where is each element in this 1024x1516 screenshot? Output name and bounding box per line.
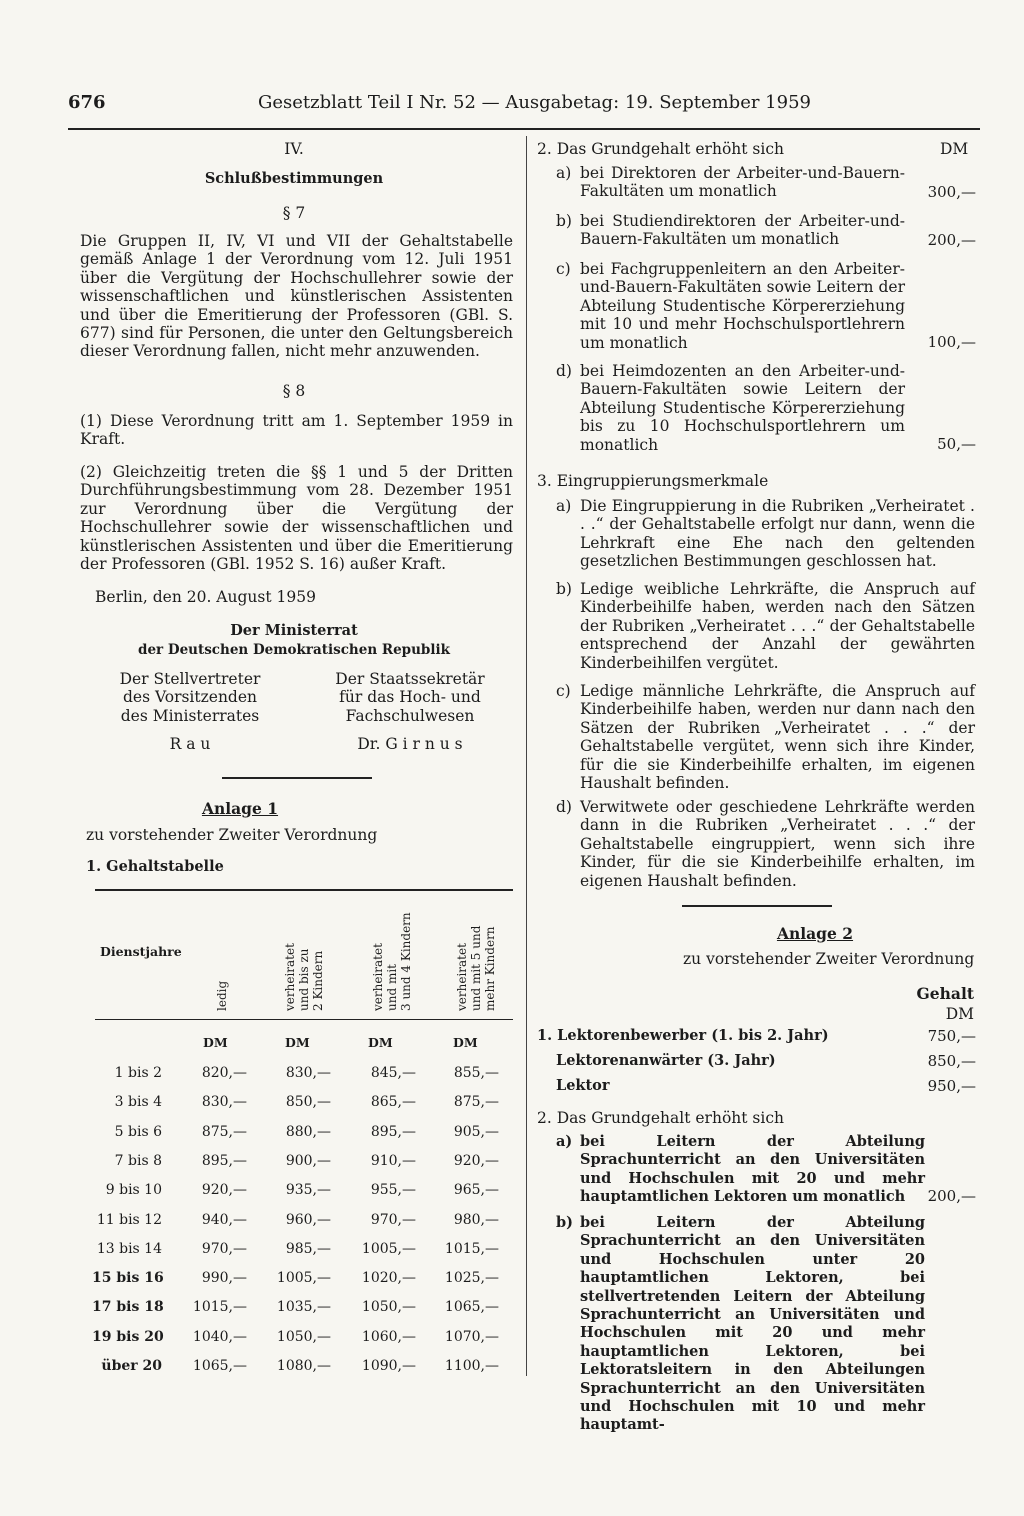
table-cell: 1015,— xyxy=(192,1299,247,1316)
s2-unit: DM xyxy=(940,140,969,158)
page-number: 676 xyxy=(68,92,106,113)
table-cell: 960,— xyxy=(285,1211,331,1228)
item-text: Die Eingruppierung in die Rubriken „Verheiratet . . .“ der Gehaltstabelle erfolgt nur dann, wenn die Lehrkraft eine Ehe nach den geltenden gesetzlichen Bestimmungen geschlossen hat. xyxy=(580,497,975,571)
col-header-line: und mit 5 und xyxy=(469,925,483,1011)
list-item xyxy=(556,1133,925,1209)
table-cell: 1005,— xyxy=(361,1240,416,1257)
table-cell: 900,— xyxy=(285,1152,331,1169)
item-amount: 50,— xyxy=(937,435,976,453)
table-cell: 830,— xyxy=(285,1065,331,1081)
list-item xyxy=(556,1214,925,1434)
para7-heading: § 7 xyxy=(282,204,306,222)
table-top-rule xyxy=(95,889,513,891)
gehalt-label: Gehalt xyxy=(916,984,974,1003)
anlage2-title: Anlage 2 xyxy=(776,924,854,943)
table-cell: 935,— xyxy=(285,1182,331,1199)
place-date: Berlin, den 20. August 1959 xyxy=(95,588,316,606)
table-cell: 985,— xyxy=(285,1240,331,1257)
item-amount: 200,— xyxy=(927,231,976,249)
item-text: bei Fachgruppenleitern an den Arbeiter-und-Bauern-Fakultäten sowie Leitern der Abteilung Studentische Körpererziehung mit 10 und mehr Hochschulsportlehrern um monatlich xyxy=(580,260,905,352)
table-row-label: 5 bis 6 xyxy=(114,1123,162,1140)
table-cell: 940,— xyxy=(201,1211,247,1228)
column-divider xyxy=(526,136,527,1376)
signatory-body-sub: der Deutschen Demokratischen Republik xyxy=(138,642,450,658)
section-roman: IV. xyxy=(284,140,304,158)
para8-heading: § 8 xyxy=(282,382,306,400)
item-label: c) xyxy=(556,260,571,278)
lektor-line: Lektorenanwärter (3. Jahr) xyxy=(556,1052,776,1069)
table-row-label: 9 bis 10 xyxy=(105,1182,162,1199)
table-cell: 850,— xyxy=(285,1094,331,1111)
table-cell: 895,— xyxy=(201,1152,247,1169)
col-header-line: verheiratet xyxy=(371,943,385,1011)
table-row-label: 11 bis 12 xyxy=(96,1211,162,1228)
lektor-amount: 950,— xyxy=(927,1077,976,1095)
col-header-line: verheiratet xyxy=(455,943,469,1011)
col-header-verh-5 xyxy=(455,926,497,1011)
item-text: bei Leitern der Abteilung Sprachunterricht an den Universitäten und Hochschulen mit 20 und mehr hauptamtlichen Lektoren um monatlich xyxy=(580,1133,925,1206)
item-label: a) xyxy=(556,1133,573,1150)
table-cell: 1035,— xyxy=(276,1299,331,1316)
separator-rule-right xyxy=(682,905,832,907)
table-cell: 910,— xyxy=(370,1152,416,1169)
item-text: Ledige männliche Lehrkräfte, die Anspruch auf Kinderbeihilfe haben, werden nur dann nach den Sätzen der Rubriken „Verheiratet . . .“ der Gehaltstabelle vergütet, wenn sich ihre Kinder, für die sie Kinderbeihilfe erhalten, im eigenen Haushalt befinden. xyxy=(580,682,975,793)
col-header-line: 2 Kindern xyxy=(311,950,325,1011)
table-cell: 830,— xyxy=(201,1094,247,1111)
table-cell: 845,— xyxy=(370,1065,416,1081)
list-item xyxy=(556,682,975,792)
para8-1-text: (1) Diese Verordnung tritt am 1. September 1959 in Kraft. xyxy=(80,412,513,449)
lektor-line: Lektor xyxy=(556,1077,610,1094)
table-cell: 990,— xyxy=(201,1270,247,1287)
sig-right-line-3: Fachschulwesen xyxy=(345,706,475,725)
item-text: bei Heimdozenten an den Arbeiter-und-Bauern-Fakultäten sowie Leitern der Abteilung Studentische Körpererziehung bis zu 10 Hochschulsportlehrern um monatlich xyxy=(580,362,905,454)
list-item xyxy=(556,362,905,454)
table-cell: 855,— xyxy=(453,1065,499,1081)
section-title: Schlußbestimmungen xyxy=(204,170,384,187)
sig-right-name: Dr. G i r n u s xyxy=(357,735,463,754)
item-label: a) xyxy=(556,497,572,515)
table-header-rule xyxy=(95,1019,513,1020)
col-header-verh-2 xyxy=(283,943,325,1011)
signature-left-block xyxy=(90,670,290,754)
table-cell: 1100,— xyxy=(444,1358,499,1374)
item-amount: 200,— xyxy=(927,1187,976,1205)
lektor-line: 1. Lektorenbewerber (1. bis 2. Jahr) xyxy=(537,1027,829,1044)
col-dienstjahre: Dienstjahre xyxy=(100,944,182,959)
table-cell: 1005,— xyxy=(276,1270,331,1287)
table-cell: 1050,— xyxy=(361,1299,416,1316)
item-text: Verwitwete oder geschiedene Lehrkräfte werden dann in die Rubriken „Verheiratet . . .“ der Gehaltstabelle eingruppiert, wenn sich ihre Kinder, für die sie Kinderbeihilfe erhalten, im eigenen Haushalt befinden. xyxy=(580,798,975,890)
table-title: 1. Gehaltstabelle xyxy=(86,858,224,875)
sig-left-line-1: Der Stellvertreter xyxy=(119,670,261,688)
col-header-line: verheiratet xyxy=(283,943,297,1011)
item-amount: 100,— xyxy=(927,333,976,351)
table-cell: 1065,— xyxy=(444,1299,499,1316)
table-cell: 1040,— xyxy=(192,1328,247,1345)
col-header-line: mehr Kindern xyxy=(483,926,497,1011)
page-header xyxy=(68,92,811,113)
unit-dm-4: DM xyxy=(453,1035,478,1050)
table-row-label: 3 bis 4 xyxy=(114,1094,162,1111)
list-item xyxy=(556,260,905,352)
sig-left-line-2: des Vorsitzenden xyxy=(122,688,258,707)
table-cell: 1025,— xyxy=(444,1270,499,1287)
col-header-line: und bis zu xyxy=(297,948,311,1011)
table-cell: 980,— xyxy=(453,1211,499,1228)
table-cell: 1060,— xyxy=(361,1328,416,1345)
item-text: bei Direktoren der Arbeiter-und-Bauern-Fakultäten um monatlich xyxy=(580,164,905,201)
anlage1-title: Anlage 1 xyxy=(201,799,279,818)
table-row-label: über 20 xyxy=(101,1358,162,1374)
table-row-label: 17 bis 18 xyxy=(92,1299,164,1316)
table-cell: 1020,— xyxy=(361,1270,416,1287)
item-label: b) xyxy=(556,580,572,598)
table-cell: 965,— xyxy=(453,1182,499,1199)
table-row-label: 19 bis 20 xyxy=(92,1328,164,1345)
item-text: bei Leitern der Abteilung Sprachunterricht an den Universitäten und Hochschulen unter 20 hauptamtlichen Lektoren, bei stellvertretenden Leitern der Abteilung Sprachunterricht an Universitäten und Hochschulen mit 20 und mehr hauptamtlichen Lektoren, bei Lektoratsleitern in den Abteilungen Sprachunterricht an den Universitäten und Hochschulen mit 10 und mehr hauptamt- xyxy=(580,1214,925,1434)
item-text: Ledige weibliche Lehrkräfte, die Anspruch auf Kinderbeihilfe haben, werden nach den Sätzen der Rubriken „Verheiratet . . .“ der Gehaltstabelle entsprechend der Anzahl der gewährten Kinderbeihilfen vergütet. xyxy=(580,580,975,672)
table-row-label: 1 bis 2 xyxy=(114,1065,162,1081)
col-header-line: und mit xyxy=(385,964,399,1011)
item-label: a) xyxy=(556,164,572,182)
table-cell: 895,— xyxy=(370,1123,416,1140)
header-rule xyxy=(68,128,980,130)
separator-rule xyxy=(222,777,372,779)
item-label: b) xyxy=(556,1214,573,1231)
unit-dm-1: DM xyxy=(203,1035,228,1050)
table-cell: 955,— xyxy=(370,1182,416,1199)
list-item xyxy=(556,580,975,672)
table-row-label: 13 bis 14 xyxy=(96,1240,162,1257)
item-text: bei Studiendirektoren der Arbeiter-und-Bauern-Fakultäten um monatlich xyxy=(580,212,905,249)
table-cell: 920,— xyxy=(201,1182,247,1199)
item-label: c) xyxy=(556,682,571,700)
item-label: b) xyxy=(556,212,572,230)
lektor-amount: 750,— xyxy=(927,1027,976,1045)
anlage1-subtitle: zu vorstehender Zweiter Verordnung xyxy=(86,826,378,844)
table-cell: 865,— xyxy=(370,1094,416,1111)
table-row-label: 7 bis 8 xyxy=(114,1152,162,1169)
table-cell: 1065,— xyxy=(192,1358,247,1374)
s3-title: 3. Eingruppierungsmerkmale xyxy=(537,472,769,490)
sig-left-line-3: des Ministerrates xyxy=(120,706,260,725)
list-item xyxy=(556,164,905,204)
list-item xyxy=(556,497,975,573)
table-cell: 1070,— xyxy=(444,1328,499,1345)
lektor-amount: 850,— xyxy=(927,1052,976,1070)
table-cell: 875,— xyxy=(201,1123,247,1140)
unit-dm-2: DM xyxy=(285,1035,310,1050)
table-cell: 970,— xyxy=(370,1211,416,1228)
table-cell: 1050,— xyxy=(276,1328,331,1345)
para8-2-text: (2) Gleichzeitig treten die §§ 1 und 5 der Dritten Durchführungsbestimmung vom 28. Dezember 1951 zur Verordnung über die Vergütung der Hochschullehrer sowie der wissenschaftlichen und künstlerischen Assistenten und über die Emeritierung der Professoren (GBl. 1952 S. 16) außer Kraft. xyxy=(80,463,513,574)
para7-text: Die Gruppen II, IV, VI und VII der Gehaltstabelle gemäß Anlage 1 der Verordnung vom 12. Juli 1951 über die Vergütung der Hochschullehrer sowie der wissenschaftlichen und künstlerischen Assistenten und über die Emeritierung der Professoren (GBl. S. 677) sind für Personen, die unter den Geltungsbereich dieser Verordnung fallen, nicht mehr anzuwenden. xyxy=(80,232,513,361)
s2-title: 2. Das Grundgehalt erhöht sich xyxy=(537,140,784,158)
col-header-verh-3-4 xyxy=(371,912,413,1011)
table-cell: 920,— xyxy=(453,1152,499,1169)
table-cell: 875,— xyxy=(453,1094,499,1111)
col-header-line: ledig xyxy=(215,980,229,1011)
unit-dm-3: DM xyxy=(368,1035,393,1050)
col-header-ledig xyxy=(215,981,229,1011)
gazette-title: Gesetzblatt Teil I Nr. 52 — Ausgabetag: 19. September 1959 xyxy=(258,92,811,113)
item-label: d) xyxy=(556,798,572,816)
table-row-label: 15 bis 16 xyxy=(92,1270,164,1287)
table-cell: 880,— xyxy=(285,1123,331,1140)
s2b-title: 2. Das Grundgehalt erhöht sich xyxy=(537,1109,784,1127)
signature-right-block xyxy=(300,670,520,754)
sig-right-line-2: für das Hoch- und xyxy=(339,688,481,707)
gehalt-unit: DM xyxy=(945,1005,974,1023)
table-cell: 905,— xyxy=(453,1123,499,1140)
list-item xyxy=(556,212,905,252)
item-label: d) xyxy=(556,362,572,380)
signatory-body: Der Ministerrat xyxy=(230,622,358,639)
item-amount: 300,— xyxy=(927,183,976,201)
table-cell: 1080,— xyxy=(276,1358,331,1374)
table-cell: 1090,— xyxy=(361,1358,416,1374)
table-cell: 1015,— xyxy=(444,1240,499,1257)
sig-left-name: R a u xyxy=(169,735,211,754)
table-cell: 820,— xyxy=(201,1065,247,1081)
list-item xyxy=(556,798,975,890)
sig-right-line-1: Der Staatssekretär xyxy=(335,670,485,688)
col-header-line: 3 und 4 Kindern xyxy=(399,912,413,1011)
anlage2-subtitle: zu vorstehender Zweiter Verordnung xyxy=(683,950,975,968)
table-cell: 970,— xyxy=(201,1240,247,1257)
